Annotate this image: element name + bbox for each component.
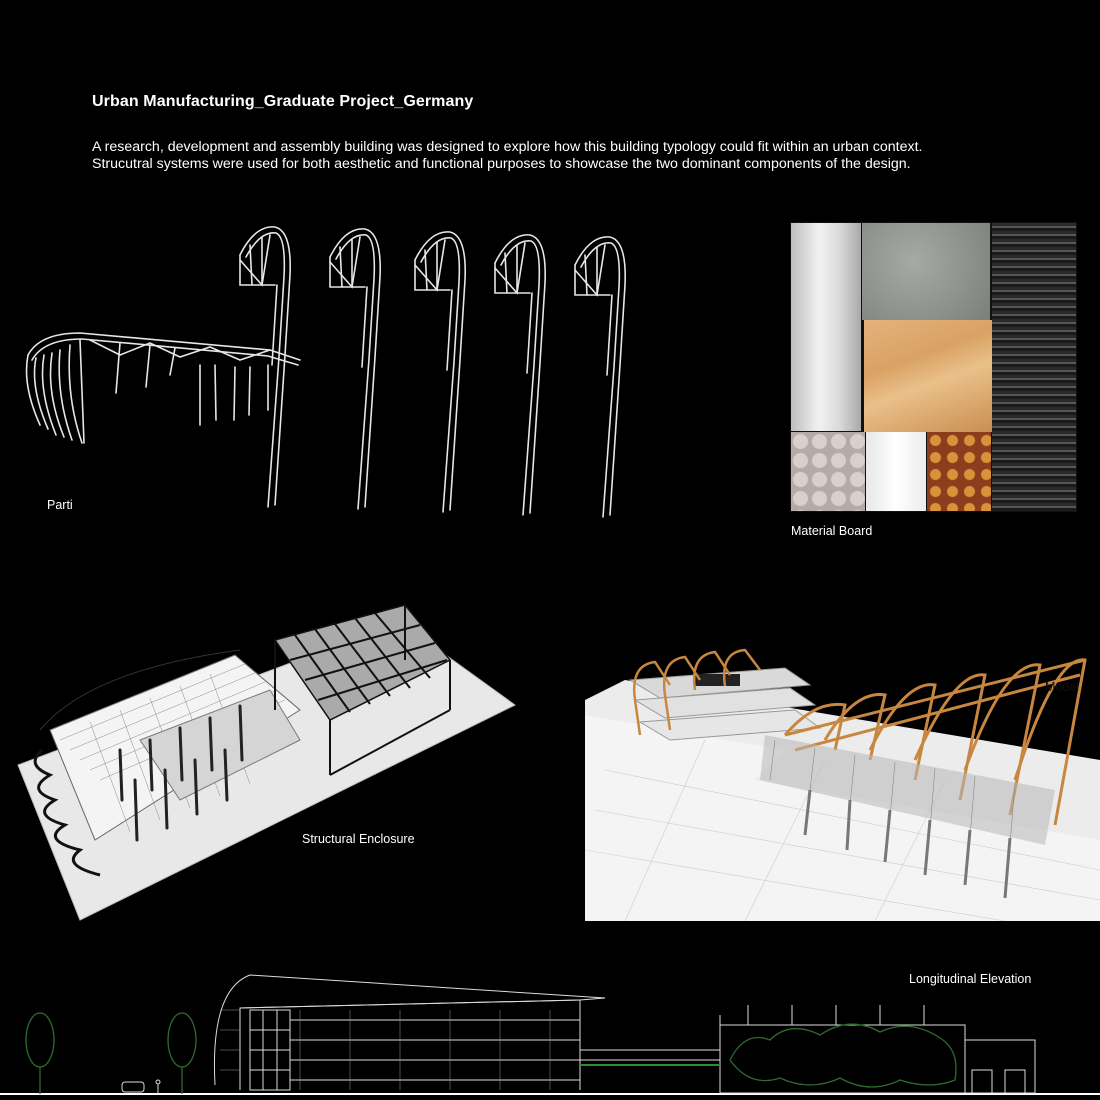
material-aluminum-panel bbox=[791, 223, 861, 431]
material-polycarbonate-panel bbox=[791, 432, 865, 511]
model-photo bbox=[585, 640, 1100, 921]
description-line-2: Strucutral systems were used for both aesthetic and functional purposes to showcase the two dominant components of the design. bbox=[92, 156, 911, 172]
caption-parti: Parti bbox=[47, 498, 73, 512]
page-title: Urban Manufacturing_Graduate Project_Germany bbox=[92, 93, 474, 110]
caption-material-board: Material Board bbox=[791, 524, 873, 538]
structural-enclosure-axonometric bbox=[10, 600, 530, 930]
caption-structural-enclosure: Structural Enclosure bbox=[302, 832, 415, 846]
material-dark-mesh-panel bbox=[992, 223, 1076, 511]
material-timber-panel bbox=[864, 320, 998, 432]
parti-sketch bbox=[0, 215, 680, 515]
material-white-panel bbox=[866, 432, 926, 511]
material-slate-panel bbox=[862, 223, 990, 320]
project-description bbox=[92, 139, 1052, 173]
caption-longitudinal-elevation: Longitudinal Elevation bbox=[909, 972, 1032, 986]
material-perforated-copper-panel bbox=[927, 432, 991, 511]
material-board bbox=[790, 222, 1077, 512]
caption-model: Model bbox=[1045, 680, 1080, 694]
description-line-1: A research, development and assembly building was designed to explore how this building typology could fit within an urban context. bbox=[92, 139, 923, 155]
